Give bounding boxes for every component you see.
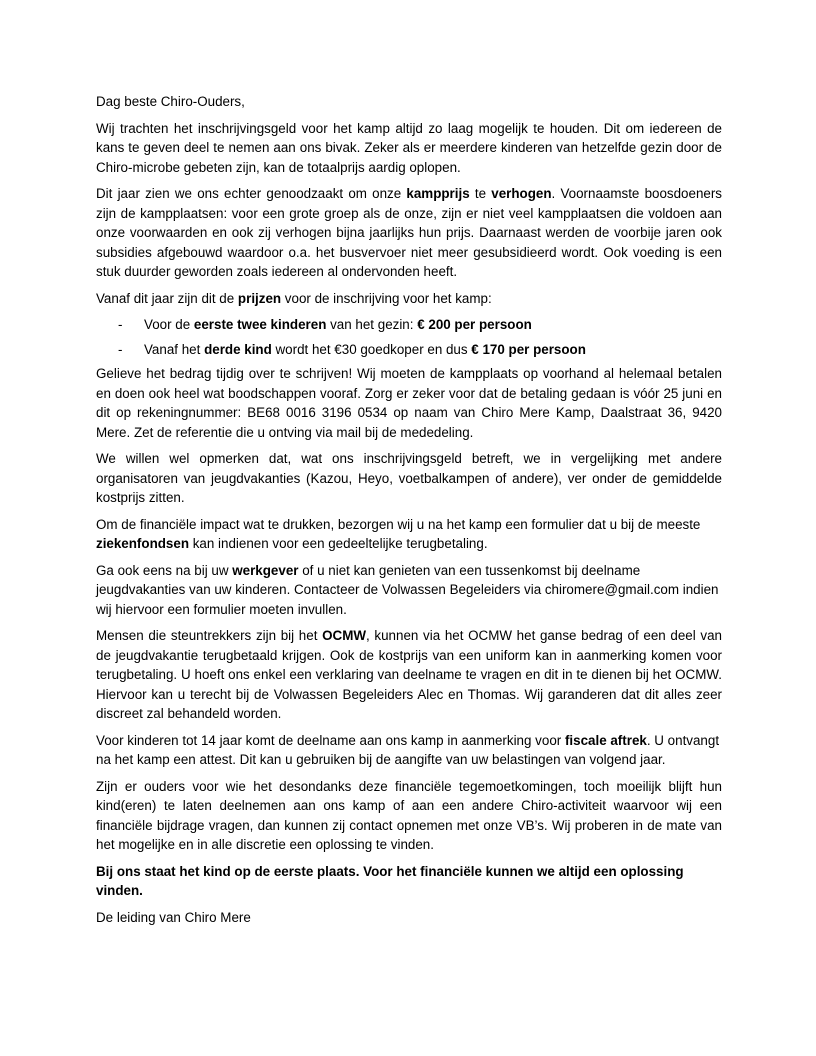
verhogen-emphasis: verhogen [491,186,552,201]
kampprijs-emphasis: kampprijs [406,186,470,201]
prijzen-emphasis: prijzen [237,290,282,306]
bullet-dash: - [118,317,123,332]
price-list [96,315,722,359]
greeting: Dag beste Chiro-Ouders, [96,94,245,109]
paragraph-werkgever: Ga ook eens na bij uw werkgever of u niet kan genieten van een tussenkomst bij deelname jeugdvakanties van uw kinderen. Contacteer de Volwassen Begeleiders via chiromere@gmail.com indien wij hiervoor een formulier moeten invullen. [96,562,719,617]
paragraph-intro: Wij trachten het inschrijvingsgeld voor het kamp altijd zo laag mogelijk te houden. Dit om iedereen de kans te geven deel te nemen aan ons bivak. Zeker als er meerdere kinderen van hetzelfde gezin door de Chiro-microbe gebeten zijn, kan de totaalprijs aardig oplopen. [96,120,722,175]
paragraph-price-increase: Dit jaar zien we ons echter genoodzaakt om onze kampprijs te verhogen. Voornaamste boosdoeners zijn de kampplaatsen: voor een grote groep als de onze, zijn er niet veel kampplaatsen die voldoen aan onze voorwaarden en ook zij verhogen bijna jaarlijks hun prijs. Daarnaast werden de voorbije jaren ook subsidies afgebouwd waardoor o.a. het busvervoer niet meer gesubsidieerd wordt. Ook voeding is een stuk duurder geworden zoals iedereen al ondervonden heeft. [96,186,723,279]
paragraph-prices-intro: Vanaf dit jaar zijn dit de prijzen voor de inschrijving voor het kamp: [96,290,492,306]
paragraph-ocmw: Mensen die steuntrekkers zijn bij het OCMW, kunnen via het OCMW het ganse bedrag of een deel van de jeugdvakantie terugbetaald krijgen. Ook de kostprijs van een uniform kan in aanmerking komen voor terugbetaling. U hoeft ons enkel een verklaring van deelname te vragen en dit in te dienen bij het OCMW. Hiervoor kan u terecht bij de Volwassen Begeleiders Alec en Thomas. Wij garanderen dat dit alles zeer discreet zal behandeld worden. [96,628,723,721]
price-list-item: - Vanaf het derde kind wordt het €30 goedkoper en dus € 170 per persoon [96,340,722,360]
paragraph-fiscale-aftrek: Voor kinderen tot 14 jaar komt de deelname aan ons kamp in aanmerking voor fiscale aftrek. U ontvangt na het kamp een attest. Dit kan u gebruiken bij de aangifte van uw belastingen van volgend jaar. [96,732,720,767]
price-amount: € 200 per persoon [417,317,532,332]
paragraph-support: Zijn er ouders voor wie het desondanks deze financiële tegemoetkomingen, toch moeilijk blijft hun kind(eren) te laten deelnemen aan ons kamp of aan een andere Chiro-activiteit waarvoor wij een financiële bijdrage vragen, dan kunnen zij contact opnemen met onze VB’s. Wij proberen in de mate van het mogelijke en in alle discretie een oplossing te vinden. [96,778,722,852]
letter-page [96,92,722,934]
bullet-dash: - [118,341,123,357]
price-amount: € 170 per persoon [471,341,586,357]
signature: De leiding van Chiro Mere [96,909,251,925]
closing-statement: Bij ons staat het kind op de eerste plaats. Voor het financiële kunnen we altijd een oplossing vinden. [96,863,684,898]
paragraph-comparison: We willen wel opmerken dat, wat ons inschrijvingsgeld betreft, we in vergelijking met andere organisatoren van jeugdvakanties (Kazou, Heyo, voetbalkampen of andere), ver onder de gemiddelde kostprijs zitten. [96,451,722,505]
price-list-item: - Voor de eerste twee kinderen van het gezin: € 200 per persoon [96,315,722,335]
paragraph-payment: Gelieve het bedrag tijdig over te schrijven! Wij moeten de kampplaats op voorhand al helemaal betalen en doen ook heel wat boodschappen vooraf. Zorg er zeker voor dat de betaling gedaan is vóór 25 juni en dit op rekeningnummer: BE68 0016 3196 0534 op naam van Chiro Mere Kamp, Daalstraat 36, 9420 Mere. Zet de referentie die u ontving via mail bij de mededeling. [96,366,722,440]
paragraph-ziekenfonds: Om de financiële impact wat te drukken, bezorgen wij u na het kamp een formulier dat u bij de meeste ziekenfondsen kan indienen voor een gedeeltelijke terugbetaling. [96,516,701,551]
